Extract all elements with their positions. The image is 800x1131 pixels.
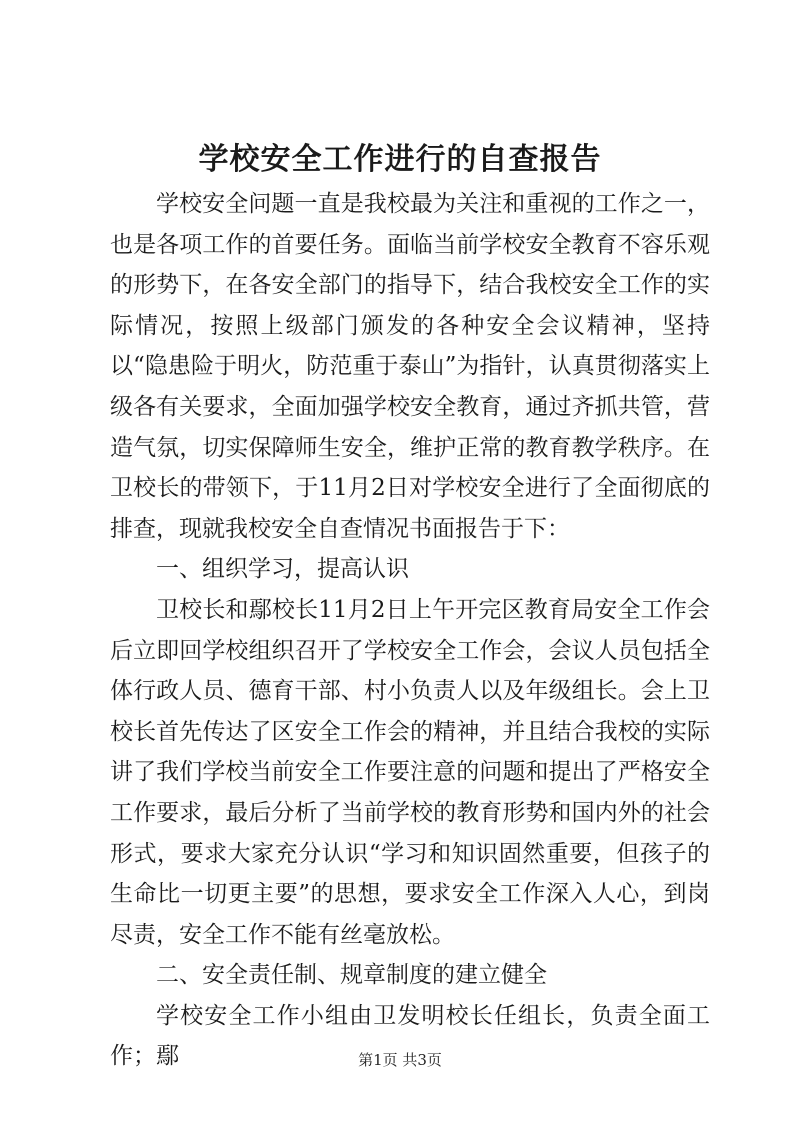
paragraph-section-2: 学校安全工作小组由卫发明校长任组长，负责全面工作；鄢 [110,1002,710,1070]
document-body [110,184,710,1077]
document-title: 学校安全工作进行的自查报告 [198,142,602,177]
page-number-footer: 第1页 共3页 [358,1051,442,1069]
section-heading-2: 二、安全责任制、规章制度的建立健全 [156,962,547,989]
paragraph-intro: 学校安全问题一直是我校最为关注和重视的工作之一，也是各项工作的首要任务。面临当前学校安全教育不容乐观的形势下，在各安全部门的指导下，结合我校安全工作的实际情况，按照上级部门颁发的各种安全会议精神，坚持以“隐患险于明火，防范重于泰山”为指针，认真贯彻落实上级各有关要求，全面加强学校安全教育，通过齐抓共管，营造气氛，切实保障师生安全，维护正常的教育教学秩序。在卫校长的带领下，于11月2日对学校安全进行了全面彻底的排查，现就我校安全自查情况书面报告于下： [110,191,710,542]
paragraph-section-1: 卫校长和鄢校长11月2日上午开完区教育局安全工作会后立即回学校组织召开了学校安全工作会，会议人员包括全体行政人员、德育干部、村小负责人以及年级组长。会上卫校长首先传达了区安全工作会的精神，并且结合我校的实际讲了我们学校当前安全工作要注意的问题和提出了严格安全工作要求，最后分析了当前学校的教育形势和国内外的社会形式，要求大家充分认识“学习和知识固然重要，但孩子的生命比一切更主要”的思想，要求安全工作深入人心，到岗尽责，安全工作不能有丝毫放松。 [110,596,710,948]
section-heading-1: 一、组织学习，提高认识 [156,556,409,583]
